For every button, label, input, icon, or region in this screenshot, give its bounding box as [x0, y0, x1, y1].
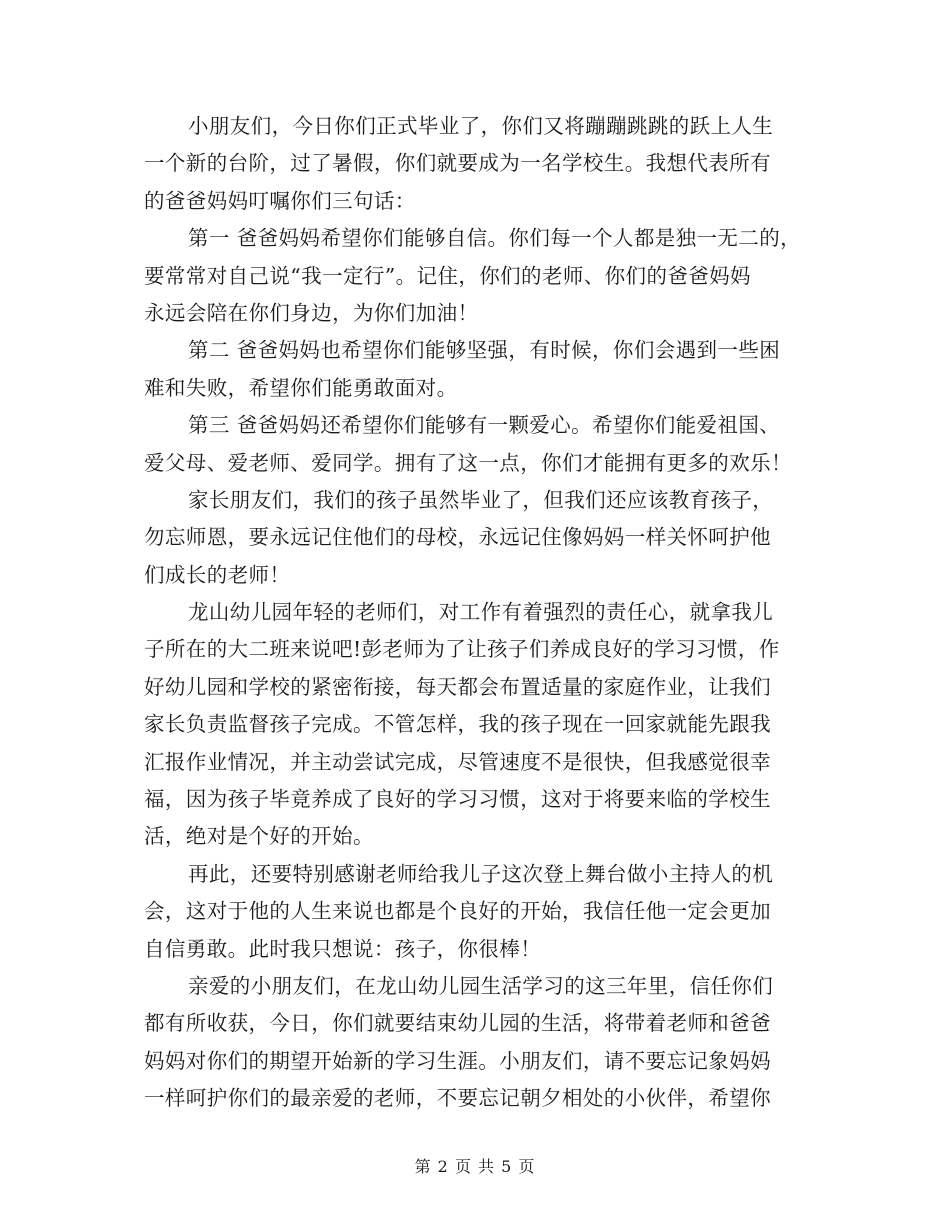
- text-line: 都有所收获，今日，你们就要结束幼儿园的生活，将带着老师和爸爸: [144, 1011, 771, 1036]
- text-line: 第二 爸爸妈妈也希望你们能够坚强，有时候，你们会遇到一些困: [188, 338, 781, 363]
- text-line: 再此，还要特别感谢老师给我儿子这次登上舞台做小主持人的机: [188, 861, 774, 886]
- text-line: 难和失败，希望你们能勇敢面对。: [144, 375, 458, 400]
- text-line: 会，这对于他的人生来说也都是个良好的开始，我信任他一定会更加: [144, 899, 771, 924]
- text-line: 妈妈对你们的期望开始新的学习生涯。小朋友们，请不要忘记象妈妈: [144, 1048, 771, 1073]
- text-line: 子所在的大二班来说吧!彭老师为了让孩子们养成良好的学习习惯，作: [144, 637, 780, 662]
- text-line: 永远会陪在你们身边，为你们加油！: [144, 300, 479, 325]
- text-line: 家长负责监督孩子完成。不管怎样，我的孩子现在一回家就能先跟我: [144, 712, 771, 737]
- text-line: 第一 爸爸妈妈希望你们能够自信。你们每一个人都是独一无二的，: [188, 226, 802, 251]
- text-line: 一样呵护你们的最亲爱的老师，不要忘记朝夕相处的小伙伴，希望你: [144, 1086, 771, 1111]
- text-line: 汇报作业情况，并主动尝试完成，尽管速度不是很快，但我感觉很幸: [144, 749, 771, 774]
- text-line: 亲爱的小朋友们，在龙山幼儿园生活学习的这三年里，信任你们: [188, 973, 774, 998]
- text-line: 勿忘师恩，要永远记住他们的母校，永远记住像妈妈一样关怀呵护他: [144, 525, 771, 550]
- text-line: 爱父母、爱老师、爱同学。拥有了这一点，你们才能拥有更多的欢乐！: [144, 450, 792, 475]
- text-line: 们成长的老师！: [144, 562, 291, 587]
- text-line: 自信勇敢。此时我只想说：孩子，你很棒！: [144, 936, 542, 961]
- text-line: 好幼儿园和学校的紧密衔接，每天都会布置适量的家庭作业，让我们: [144, 674, 771, 699]
- text-line: 龙山幼儿园年轻的老师们，对工作有着强烈的责任心，就拿我儿: [188, 600, 774, 625]
- text-line: 活，绝对是个好的开始。: [144, 824, 374, 849]
- text-line: 的爸爸妈妈叮嘱你们三句话：: [144, 188, 416, 213]
- text-line: 家长朋友们，我们的孩子虽然毕业了，但我们还应该教育孩子，: [188, 487, 774, 512]
- text-line: 第三 爸爸妈妈还希望你们能够有一颗爱心。希望你们能爱祖国、: [188, 413, 781, 438]
- document-body: [144, 108, 814, 1118]
- page-number-footer: 第 2 页 共 5 页: [414, 1157, 536, 1176]
- text-line: 要常常对自己说“我一定行”。记住，你们的老师、你们的爸爸妈妈: [144, 263, 751, 288]
- text-line: 小朋友们，今日你们正式毕业了，你们又将蹦蹦跳跳的跃上人生: [188, 114, 774, 138]
- text-line: 一个新的台阶，过了暑假，你们就要成为一名学校生。我想代表所有: [144, 151, 771, 176]
- text-line: 福，因为孩子毕竟养成了良好的学习习惯，这对于将要来临的学校生: [144, 787, 771, 812]
